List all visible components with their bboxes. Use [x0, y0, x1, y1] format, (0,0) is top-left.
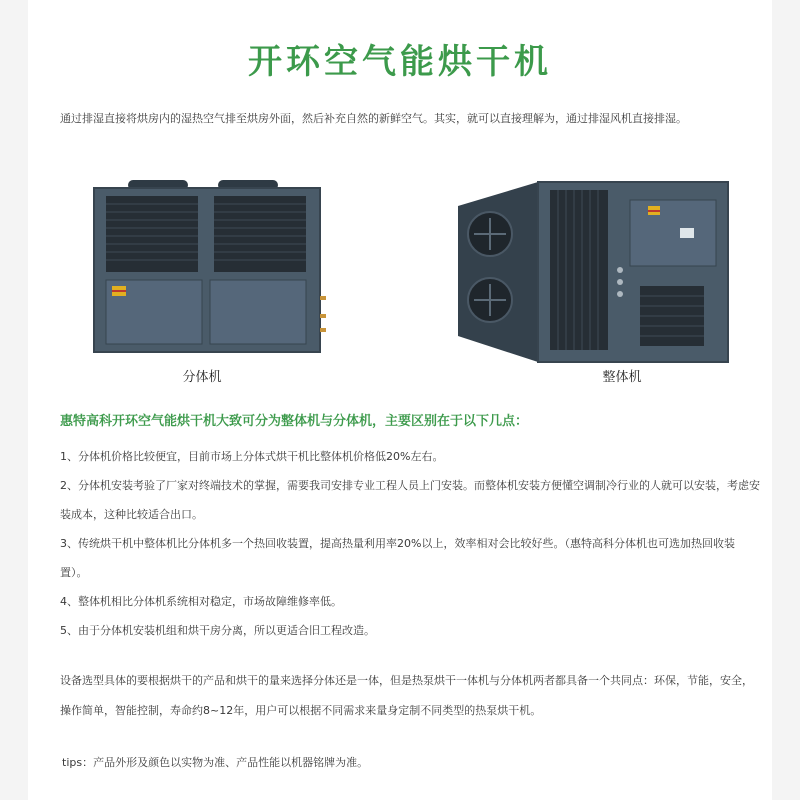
list-item: 5、由于分体机安装机组和烘干房分离，所以更适合旧工程改造。 — [60, 624, 375, 637]
list-item: 1、分体机价格比较便宜，目前市场上分体式烘干机比整体机价格低20%左右。 — [60, 450, 444, 463]
list-item: 2、分体机安装考验了厂家对终端技术的掌握，需要我司安排专业工程人员上门安装。而整体机安装方便懂空调制冷行业的人就可以安装，考虑安装成本，这种比较适合出口。 — [60, 479, 760, 521]
integrated-unit-caption: 整体机 — [602, 370, 642, 385]
product-page — [28, 0, 772, 800]
tips-note: tips：产品外形及颜色以实物为准、产品性能以机器铭牌为准。 — [62, 756, 369, 769]
split-unit-image — [90, 176, 330, 358]
comparison-list — [60, 442, 760, 645]
integrated-unit-image — [454, 176, 734, 366]
page-title: 开环空气能烘干机 — [248, 42, 552, 82]
list-item: 3、传统烘干机中整体机比分体机多一个热回收装置，提高热量利用率20%以上，效率相对会比较好些。（惠特高科分体机也可选加热回收装置）。 — [60, 537, 735, 579]
summary-paragraph: 设备选型具体的要根据烘干的产品和烘干的量来选择分体还是一体，但是热泵烘干一体机与分体机两者都具备一个共同点：环保，节能，安全，操作简单，智能控制，寿命约8~12年，用户可以根据不同需求来量身定制不同类型的热泵烘干机。 — [60, 674, 753, 717]
split-unit-caption: 分体机 — [182, 370, 222, 385]
list-item: 4、整体机相比分体机系统相对稳定，市场故障维修率低。 — [60, 595, 342, 608]
comparison-heading: 惠特高科开环空气能烘干机大致可分为整体机与分体机，主要区别在于以下几点： — [60, 414, 529, 429]
intro-paragraph: 通过排湿直接将烘房内的湿热空气排至烘房外面，然后补充自然的新鲜空气。其实，就可以直接理解为，通过排湿风机直接排湿。 — [60, 112, 687, 125]
